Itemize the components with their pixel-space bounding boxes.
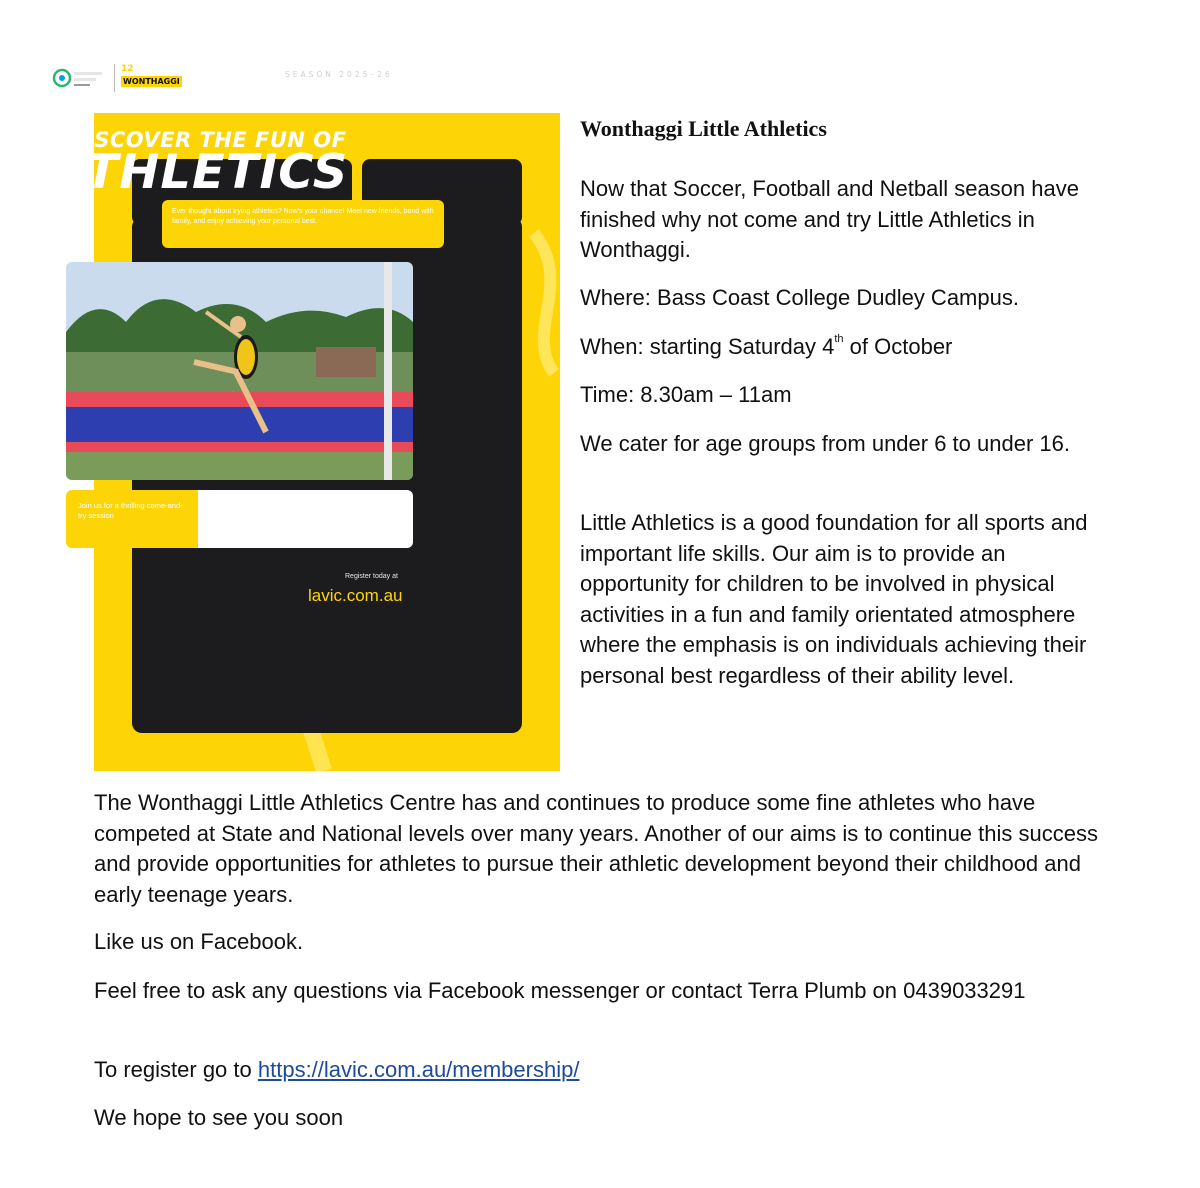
season-label: SEASON 2025–26: [285, 70, 393, 79]
athlete-photo: [66, 262, 413, 480]
poster-headline-main: ATHLETICS: [52, 145, 349, 200]
article-title: Wonthaggi Little Athletics: [580, 116, 827, 141]
join-banner: [66, 490, 413, 548]
contact-paragraph: Feel free to ask any questions via Facebook messenger or contact Terra Plumb on 0439033291: [94, 978, 1026, 1003]
closing-paragraph: We hope to see you soon: [94, 1105, 344, 1130]
ages-paragraph: We cater for age groups from under 6 to under 16.: [580, 431, 1070, 456]
wonthaggi-logo: 12 WONTHAGGI: [121, 64, 180, 86]
membership-link[interactable]: https://lavic.com.au/membership/: [257, 1057, 580, 1082]
centre-paragraph: The Wonthaggi Little Athletics Centre has and continues to produce some fine athletes who have competed at State and National levels over many years. Another of our aims is to continue this success and provide opportunities for athletes to pursue their athletic development beyond their childhood and early teenage years.: [94, 790, 1098, 907]
when-paragraph: When: starting Saturday 4th of October: [580, 333, 953, 359]
facebook-paragraph: Like us on Facebook.: [94, 929, 304, 954]
poster-callout: Ever thought about trying athletics? Now's your chance! Meet new friends, bond with family, and enjoy achieving your personal best.: [162, 200, 444, 248]
intro-paragraph: Now that Soccer, Football and Netball season have finished why not come and try Little Athletics in Wonthaggi.: [580, 176, 1079, 262]
poster-headline-top: DISCOVER THE FUN OF: [68, 128, 347, 152]
time-paragraph: Time: 8.30am – 11am: [580, 382, 792, 407]
poster-website: lavic.com.au: [308, 586, 403, 605]
logo-divider: [114, 64, 115, 92]
where-paragraph: Where: Bass Coast College Dudley Campus.: [580, 285, 1019, 310]
foundation-paragraph: Little Athletics is a good foundation for all sports and important life skills. Our aim is to provide an opportunity for children to be involved in physical activities in a fun and family orientated atmosphere where the emphasis is on individuals achieving their personal best regardless of their ability level.: [580, 510, 1088, 688]
register-paragraph: To register go to https://lavic.com.au/membership/: [94, 1057, 580, 1082]
join-text: Join us for a thrilling come-and-try session: [66, 490, 198, 548]
little-athletics-logo: [52, 64, 108, 92]
register-prompt: Register today at: [345, 573, 398, 580]
